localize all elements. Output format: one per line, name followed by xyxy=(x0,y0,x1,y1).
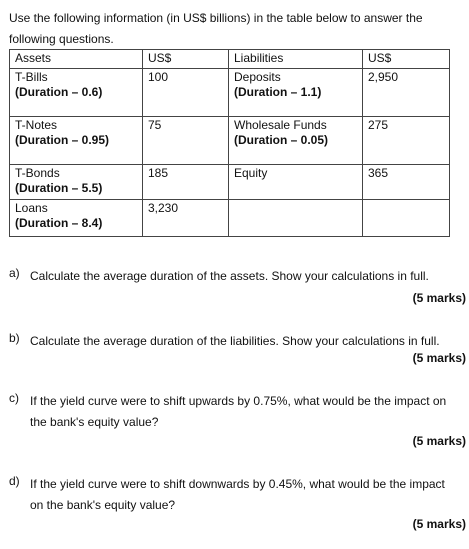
asset-value: 185 xyxy=(143,165,229,200)
asset-value: 100 xyxy=(143,69,229,117)
liability-name: Deposits xyxy=(234,70,281,84)
balance-sheet-table xyxy=(9,49,450,237)
asset-name: T-Bills xyxy=(15,70,48,84)
liability-cell xyxy=(229,117,363,165)
liability-value: 2,950 xyxy=(363,69,450,117)
asset-duration: (Duration – 5.5) xyxy=(15,181,103,195)
asset-cell xyxy=(10,117,143,165)
question-text: If the yield curve were to shift downwards by 0.45%, what would be the impact on the bank's equity value? xyxy=(30,477,445,512)
liability-name: Wholesale Funds xyxy=(234,118,327,132)
asset-duration: (Duration – 8.4) xyxy=(15,216,103,230)
table-row xyxy=(10,69,450,117)
liability-value: 365 xyxy=(363,165,450,200)
liability-cell xyxy=(229,165,363,200)
liability-value xyxy=(363,200,450,237)
table-header-row xyxy=(10,50,450,69)
liability-cell xyxy=(229,200,363,237)
liability-value: 275 xyxy=(363,117,450,165)
question-label: d) xyxy=(9,474,20,488)
question-label: b) xyxy=(9,331,20,345)
asset-duration: (Duration – 0.6) xyxy=(15,85,103,99)
question-text: If the yield curve were to shift upwards by 0.75%, what would be the impact on the bank's equity value? xyxy=(30,394,447,429)
liability-name: Equity xyxy=(234,166,268,180)
table-row xyxy=(10,117,450,165)
intro-text: Use the following information (in US$ billions) in the table below to answer the following questions. xyxy=(9,11,423,46)
header-liabilities-usd: US$ xyxy=(363,50,450,69)
asset-duration: (Duration – 0.95) xyxy=(15,133,110,147)
liability-duration: (Duration – 1.1) xyxy=(234,85,322,99)
header-liabilities: Liabilities xyxy=(229,50,363,69)
asset-value: 75 xyxy=(143,117,229,165)
asset-value: 3,230 xyxy=(143,200,229,237)
asset-cell xyxy=(10,200,143,237)
table-row xyxy=(10,200,450,237)
header-assets: Assets xyxy=(10,50,143,69)
asset-name: T-Bonds xyxy=(15,166,60,180)
question-b-marks: (5 marks) xyxy=(412,351,466,365)
asset-name: T-Notes xyxy=(15,118,58,132)
asset-cell xyxy=(10,69,143,117)
table-row xyxy=(10,165,450,200)
asset-name: Loans xyxy=(15,201,48,215)
liability-duration: (Duration – 0.05) xyxy=(234,133,329,147)
header-assets-usd: US$ xyxy=(143,50,229,69)
question-d-marks: (5 marks) xyxy=(412,517,466,531)
question-c-marks: (5 marks) xyxy=(412,434,466,448)
question-label: c) xyxy=(9,391,19,405)
liability-cell xyxy=(229,69,363,117)
question-text: Calculate the average duration of the liabilities. Show your calculations in full. xyxy=(30,334,440,348)
question-a-marks: (5 marks) xyxy=(412,291,466,305)
question-label: a) xyxy=(9,266,20,280)
question-text: Calculate the average duration of the assets. Show your calculations in full. xyxy=(30,269,429,283)
asset-cell xyxy=(10,165,143,200)
